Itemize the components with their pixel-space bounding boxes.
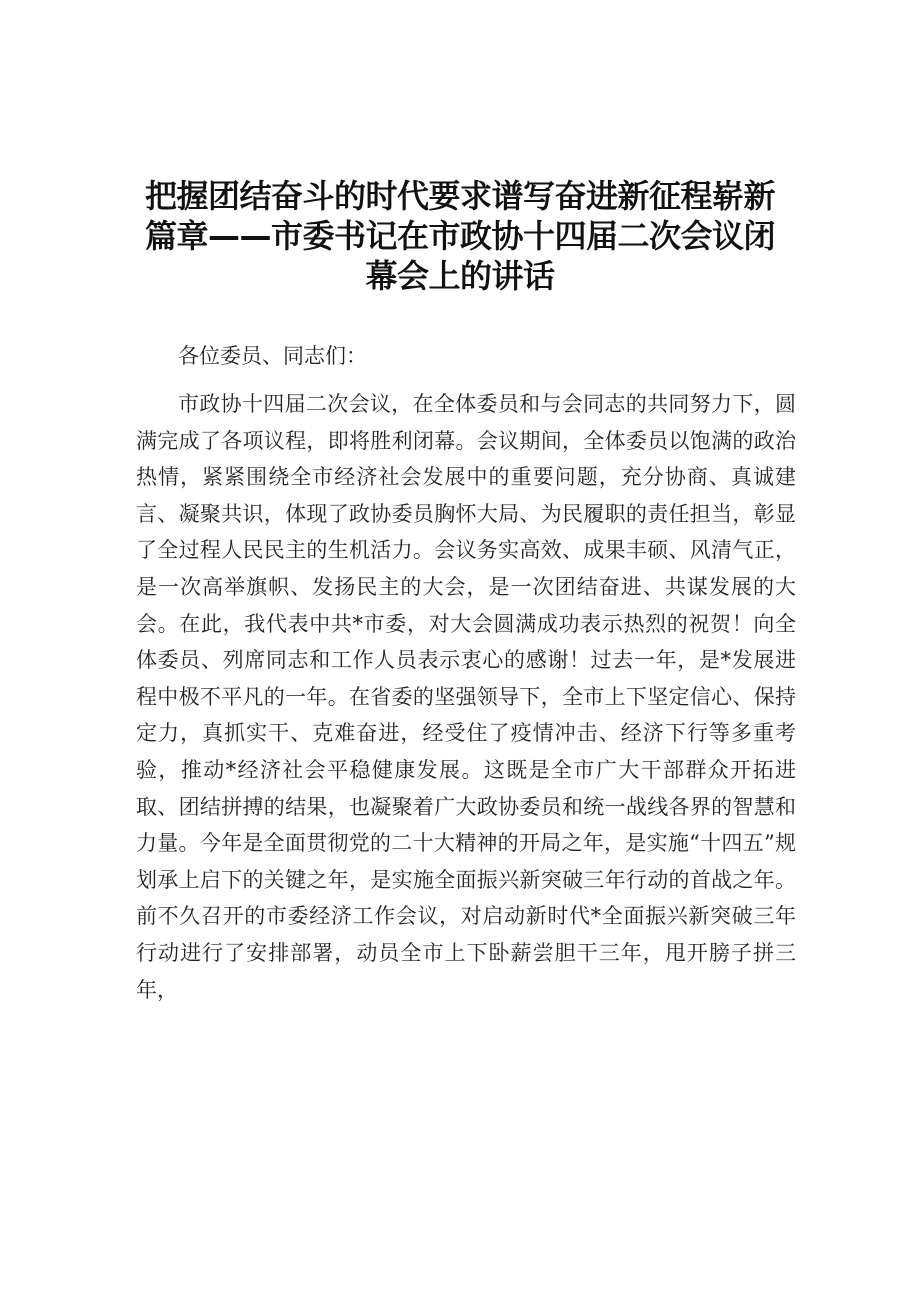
document-body bbox=[136, 340, 796, 1008]
document-title: 把握团结奋斗的时代要求谱写奋进新征程崭新篇章——市委书记在市政协十四届二次会议闭幕会上的讲话 bbox=[144, 177, 775, 295]
body-paragraph: 市政协十四届二次会议，在全体委员和与会同志的共同努力下，圆满完成了各项议程，即将胜利闭幕。会议期间，全体委员以饱满的政治热情，紧紧围绕全市经济社会发展中的重要问题，充分协商、真诚建言、凝聚共识，体现了政协委员胸怀大局、为民履职的责任担当，彰显了全过程人民民主的生机活力。会议务实高效、成果丰硕、风清气正，是一次高举旗帜、发扬民主的大会，是一次团结奋进、共谋发展的大会。在此，我代表中共*市委，对大会圆满成功表示热烈的祝贺！向全体委员、列席同志和工作人员表示衷心的感谢！过去一年，是*发展进程中极不平凡的一年。在省委的坚强领导下，全市上下坚定信心、保持定力，真抓实干、克难奋进，经受住了疫情冲击、经济下行等多重考验，推动*经济社会平稳健康发展。这既是全市广大干部群众开拓进取、团结拼搏的结果，也凝聚着广大政协委员和统一战线各界的智慧和力量。今年是全面贯彻党的二十大精神的开局之年，是实施“十四五”规划承上启下的关键之年，是实施全面振兴新突破三年行动的首战之年。前不久召开的市委经济工作会议，对启动新时代*全面振兴新突破三年行动进行了安排部署，动员全市上下卧薪尝胆干三年，甩开膀子拼三年， bbox=[136, 392, 796, 1002]
salutation: 各位委员、同志们： bbox=[178, 344, 367, 368]
